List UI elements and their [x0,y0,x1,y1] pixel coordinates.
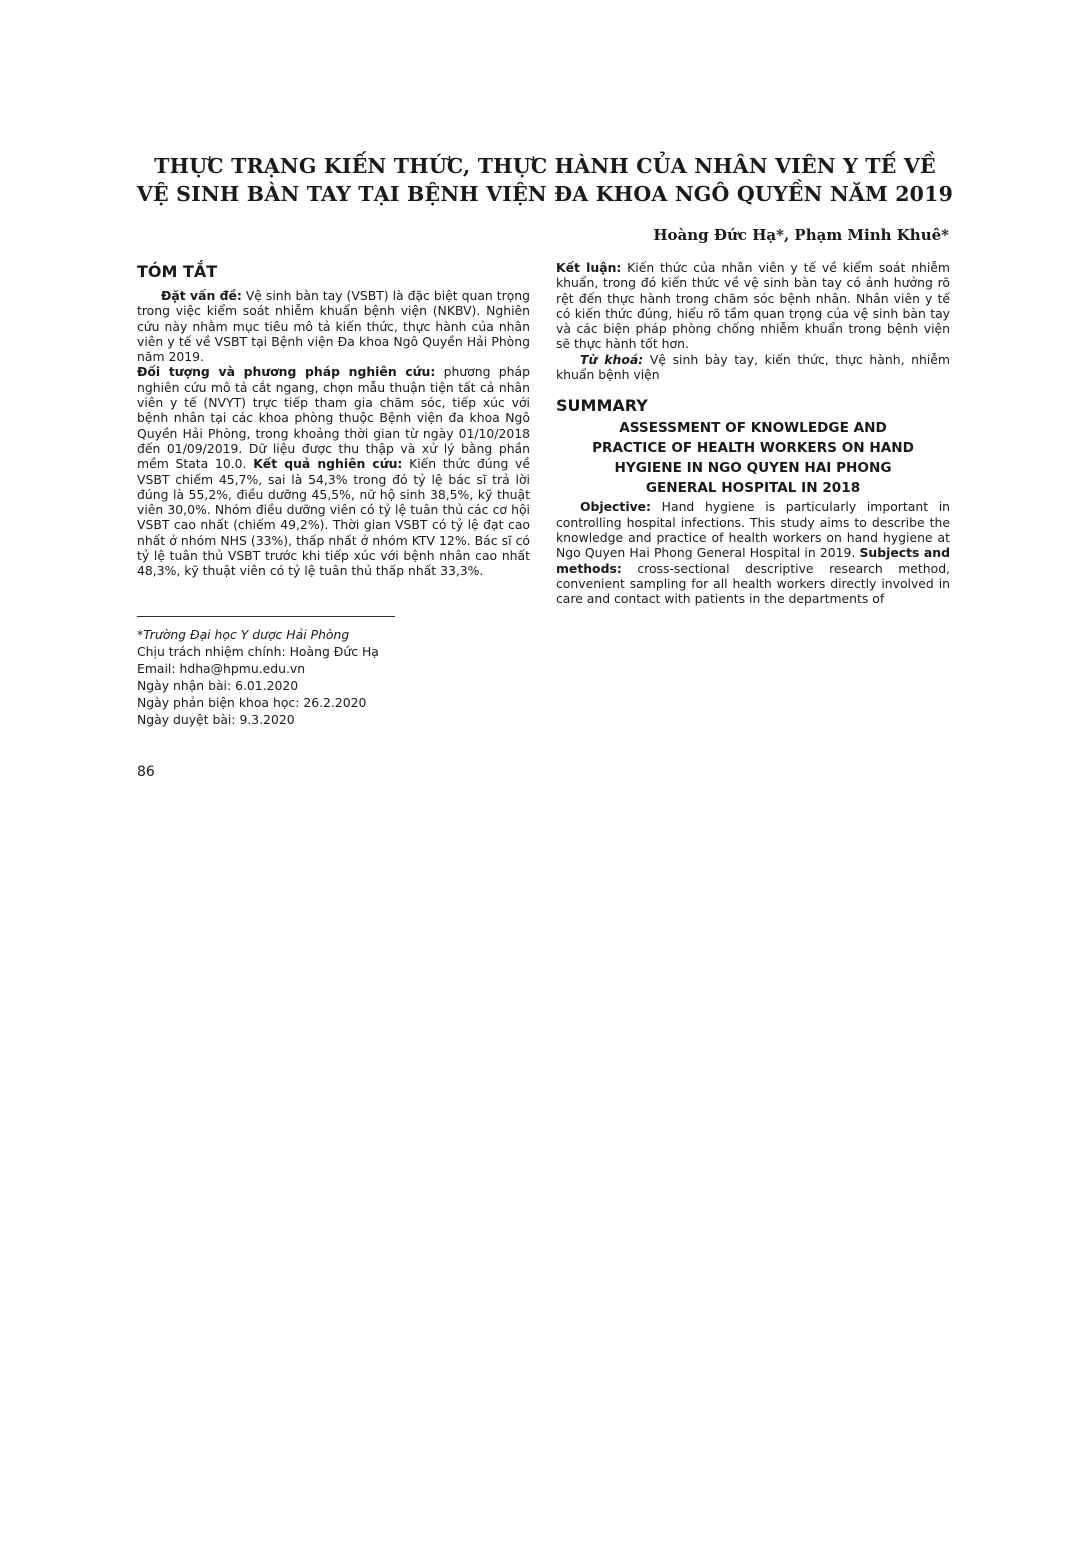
text-subjects-methods: cross-sectional descriptive research method, convenient sampling for all health workers directly involved in care and contact with patients in the departments of [556,560,950,607]
english-title-line-1: ASSESSMENT OF KNOWLEDGE AND [619,420,887,437]
abstract-para-methods [137,364,530,578]
abstract-para-background [137,288,530,364]
author-list: Hoàng Đức Hạ*, Phạm Minh Khuê* [653,226,949,244]
label-methods: Đối tượng và phương pháp nghiên cứu: [137,364,436,380]
footnote-email: Email: hdha@hpmu.edu.vn [137,661,306,676]
label-background: Đặt vấn đề: [161,288,242,303]
english-title [556,418,950,498]
title-line-1: THỰC TRẠNG KIẾN THỨC, THỰC HÀNH CỦA NHÂN VIÊN Y TẾ VỀ [154,154,936,178]
label-results: Kết quả nghiên cứu: [253,456,403,472]
left-column [137,262,530,579]
english-title-line-2: PRACTICE OF HEALTH WORKERS ON HAND [592,440,914,457]
page-number: 86 [137,764,155,780]
right-column [556,260,950,606]
paper-title [110,152,980,208]
footnote-accepted: Ngày duyệt bài: 9.3.2020 [137,712,295,727]
footnotes [137,626,530,728]
text-keywords: Vệ sinh bày tay, kiến thức, thực hành, nhiễm khuẩn bệnh viện [556,351,950,383]
text-objective: Hand hygiene is particularly important in controlling hospital infections. This study aims to describe the knowledge and practice of health workers on hand hygiene at Ngo Quyen Hai Phong General Hospital in 2019. [556,499,950,561]
label-keywords: Từ khoá: [580,351,644,367]
abstract-para-conclusion [556,260,950,352]
title-line-2: VỆ SINH BÀN TAY TẠI BỆNH VIỆN ĐA KHOA NGÔ QUYỀN NĂM 2019 [136,182,954,206]
text-conclusion: Kiến thức của nhân viên y tế về kiểm soát nhiễm khuẩn, trong đó kiến thức về vệ sinh bàn tay có ảnh hưởng rõ rệt đến thực hành trong chăm sóc bệnh nhân. Nhân viên y tế có kiến thức đúng, hiểu rõ tầm quan trọng của vệ sinh bàn tay và các biện pháp phòng chống nhiễm khuẩn trong bệnh viện sẽ thực hành tốt hơn. [556,260,950,352]
english-title-line-4: GENERAL HOSPITAL IN 2018 [645,480,861,497]
text-background: Vệ sinh bàn tay (VSBT) là đặc biệt quan trọng trong việc kiểm soát nhiễm khuẩn bệnh viện (NKBV). Nghiên cứu này nhằm mục tiêu mô tả kiến thức, thực hành của nhân viên y tế về VSBT tại Bệnh viện Đa khoa Ngô Quyền Hải Phòng năm 2019. [137,288,530,365]
summary-para-objective [556,499,950,606]
label-objective: Objective: [580,499,652,515]
footnote-responsible: Chịu trách nhiệm chính: Hoàng Đức Hạ [137,644,379,659]
footnote-reviewed: Ngày phản biện khoa học: 26.2.2020 [137,695,367,710]
footnote-divider [137,616,395,617]
label-subjects-methods: Subjects and methods: [556,545,950,576]
text-results: Kiến thức đúng về VSBT chiếm 45,7%, sai là 54,3% trong đó tỷ lệ bác sĩ trả lời đúng là 55,2%, điều dưỡng 45,5%, nữ hộ sinh 38,5%, kỹ thuật viên 30,0%. Nhóm điều dưỡng viên có tỷ lệ tuân thủ các cơ hội VSBT cao nhất (chiếm 49,2%). Thời gian VSBT có tỷ lệ đạt cao nhất ở nhóm NHS (33%), thấp nhất ở nhóm KTV 12%. Bác sĩ có tỷ lệ tuân thủ VSBT trước khi tiếp xúc với bệnh nhân cao nhất 48,3%, kỹ thuật viên có tỷ lệ tuân thủ thấp nhất 33,3%. [137,456,530,579]
footnote-received: Ngày nhận bài: 6.01.2020 [137,678,299,693]
text-methods: phương pháp nghiên cứu mô tả cắt ngang, chọn mẫu thuận tiện tất cả nhân viên y tế (NVYT) trực tiếp tham gia chăm sóc, tiếp xúc với bệnh nhân tại các khoa phòng thuộc Bệnh viện đa khoa Ngô Quyền Hải Phòng, trong khoảng thời gian từ ngày 01/10/2018 đến 01/09/2019. Dữ liệu được thu thập và xử lý bằng phần mềm Stata 10.0. [137,364,530,472]
label-conclusion: Kết luận: [556,260,622,275]
summary-heading: SUMMARY [556,396,648,416]
abstract-heading-vi: TÓM TẮT [137,262,218,281]
footnote-affiliation: *Trường Đại học Y dược Hải Phòng [137,627,350,642]
abstract-keywords [556,352,950,383]
english-title-line-3: HYGIENE IN NGO QUYEN HAI PHONG [614,460,892,477]
